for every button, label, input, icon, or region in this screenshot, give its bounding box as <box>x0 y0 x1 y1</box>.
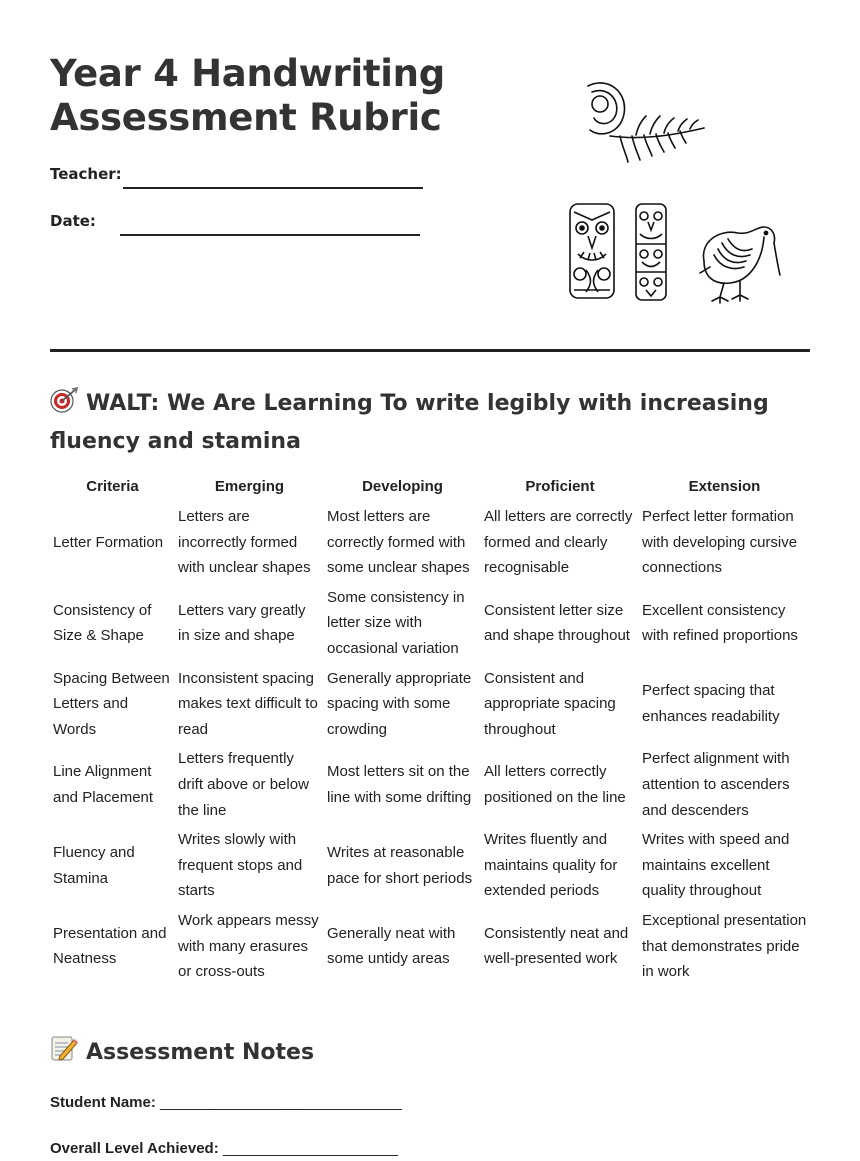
notes-heading-text: Assessment Notes <box>86 1040 315 1065</box>
developing-cell: Some consistency in letter size with occasional variation <box>327 588 465 657</box>
walt-heading <box>50 385 810 461</box>
developing-cell: Generally appropriate spacing with some crowding <box>327 669 472 738</box>
overall-level-label: Overall Level Achieved: <box>50 1140 219 1157</box>
table-row <box>50 744 810 825</box>
developing-cell: Generally neat with some untidy areas <box>327 924 456 968</box>
proficient-cell: Consistently neat and well-presented work <box>484 924 629 968</box>
criteria-cell: Spacing Between Letters and Words <box>53 669 170 738</box>
table-row <box>50 664 810 745</box>
table-row <box>50 502 810 583</box>
criteria-cell: Line Alignment and Placement <box>53 763 154 806</box>
proficient-cell: Consistent letter size and shape throughout <box>484 601 630 645</box>
memo-icon <box>50 1034 78 1062</box>
emerging-cell: Writes slowly with frequent stops and starts <box>178 831 303 900</box>
criteria-cell: Presentation and Neatness <box>53 924 167 968</box>
title-line-1: Year 4 Handwriting <box>50 52 445 95</box>
emerging-cell: Letters vary greatly in size and shape <box>178 601 306 645</box>
extension-cell: Excellent consistency with refined proportions <box>642 601 798 645</box>
extension-cell: Perfect letter formation with developing cursive connections <box>642 508 798 577</box>
table-row <box>50 825 810 906</box>
emerging-cell: Letters frequently drift above or below the line <box>178 750 309 819</box>
overall-level-field[interactable] <box>50 1140 398 1157</box>
extension-cell: Exceptional presentation that demonstrates pride in work <box>642 911 807 981</box>
header-extension: Extension <box>688 477 761 495</box>
header-criteria: Criteria <box>86 477 139 495</box>
criteria-cell: Consistency of Size & Shape <box>53 601 152 645</box>
teacher-field <box>50 165 122 183</box>
totem-carving-icon <box>632 202 670 302</box>
emerging-cell: Letters are incorrectly formed with unclear shapes <box>178 508 311 577</box>
tiki-carving-icon <box>566 202 618 300</box>
target-icon <box>50 387 78 413</box>
teacher-label: Teacher: <box>50 165 122 183</box>
assessment-notes-heading <box>50 1034 314 1072</box>
proficient-cell: Consistent and appropriate spacing throughout <box>484 669 616 738</box>
overall-level-blank[interactable]: _____________________ <box>222 1140 399 1157</box>
date-label: Date: <box>50 212 96 230</box>
proficient-cell: All letters correctly positioned on the line <box>484 763 626 806</box>
date-field <box>50 212 96 230</box>
proficient-cell: All letters are correctly formed and clearly recognisable <box>484 508 633 577</box>
student-name-field[interactable] <box>50 1094 402 1111</box>
header-developing: Developing <box>362 477 443 495</box>
student-name-blank[interactable]: _____________________________ <box>160 1094 402 1111</box>
rubric-page <box>50 0 810 1161</box>
date-input-line[interactable] <box>120 234 420 236</box>
developing-cell: Most letters sit on the line with some drifting <box>327 763 472 806</box>
rubric-table <box>50 470 810 987</box>
emerging-cell: Work appears messy with many erasures or cross-outs <box>178 911 319 981</box>
koru-fern-icon <box>580 78 710 168</box>
section-divider <box>50 349 810 352</box>
criteria-cell: Fluency and Stamina <box>53 843 135 887</box>
title-line-2: Assessment Rubric <box>50 96 442 139</box>
teacher-input-line[interactable] <box>123 187 423 189</box>
developing-cell: Most letters are correctly formed with some unclear shapes <box>327 508 470 577</box>
extension-cell: Perfect spacing that enhances readability <box>642 682 780 725</box>
proficient-cell: Writes fluently and maintains quality for extended periods <box>484 831 618 900</box>
table-header-row <box>50 470 810 502</box>
page-title <box>50 52 470 140</box>
header-proficient: Proficient <box>525 477 595 495</box>
extension-cell: Writes with speed and maintains excellent quality throughout <box>642 831 790 900</box>
header-emerging: Emerging <box>214 477 285 495</box>
table-row <box>50 583 810 664</box>
walt-text: WALT: We Are Learning To write legibly with increasing fluency and stamina <box>50 391 769 454</box>
student-name-label: Student Name: <box>50 1094 156 1111</box>
developing-cell: Writes at reasonable pace for short periods <box>327 843 473 887</box>
emerging-cell: Inconsistent spacing makes text difficult to read <box>178 669 318 738</box>
kiwi-bird-icon <box>692 215 782 305</box>
extension-cell: Perfect alignment with attention to ascenders and descenders <box>642 750 790 819</box>
criteria-cell: Letter Formation <box>53 533 164 551</box>
table-row <box>50 906 810 987</box>
